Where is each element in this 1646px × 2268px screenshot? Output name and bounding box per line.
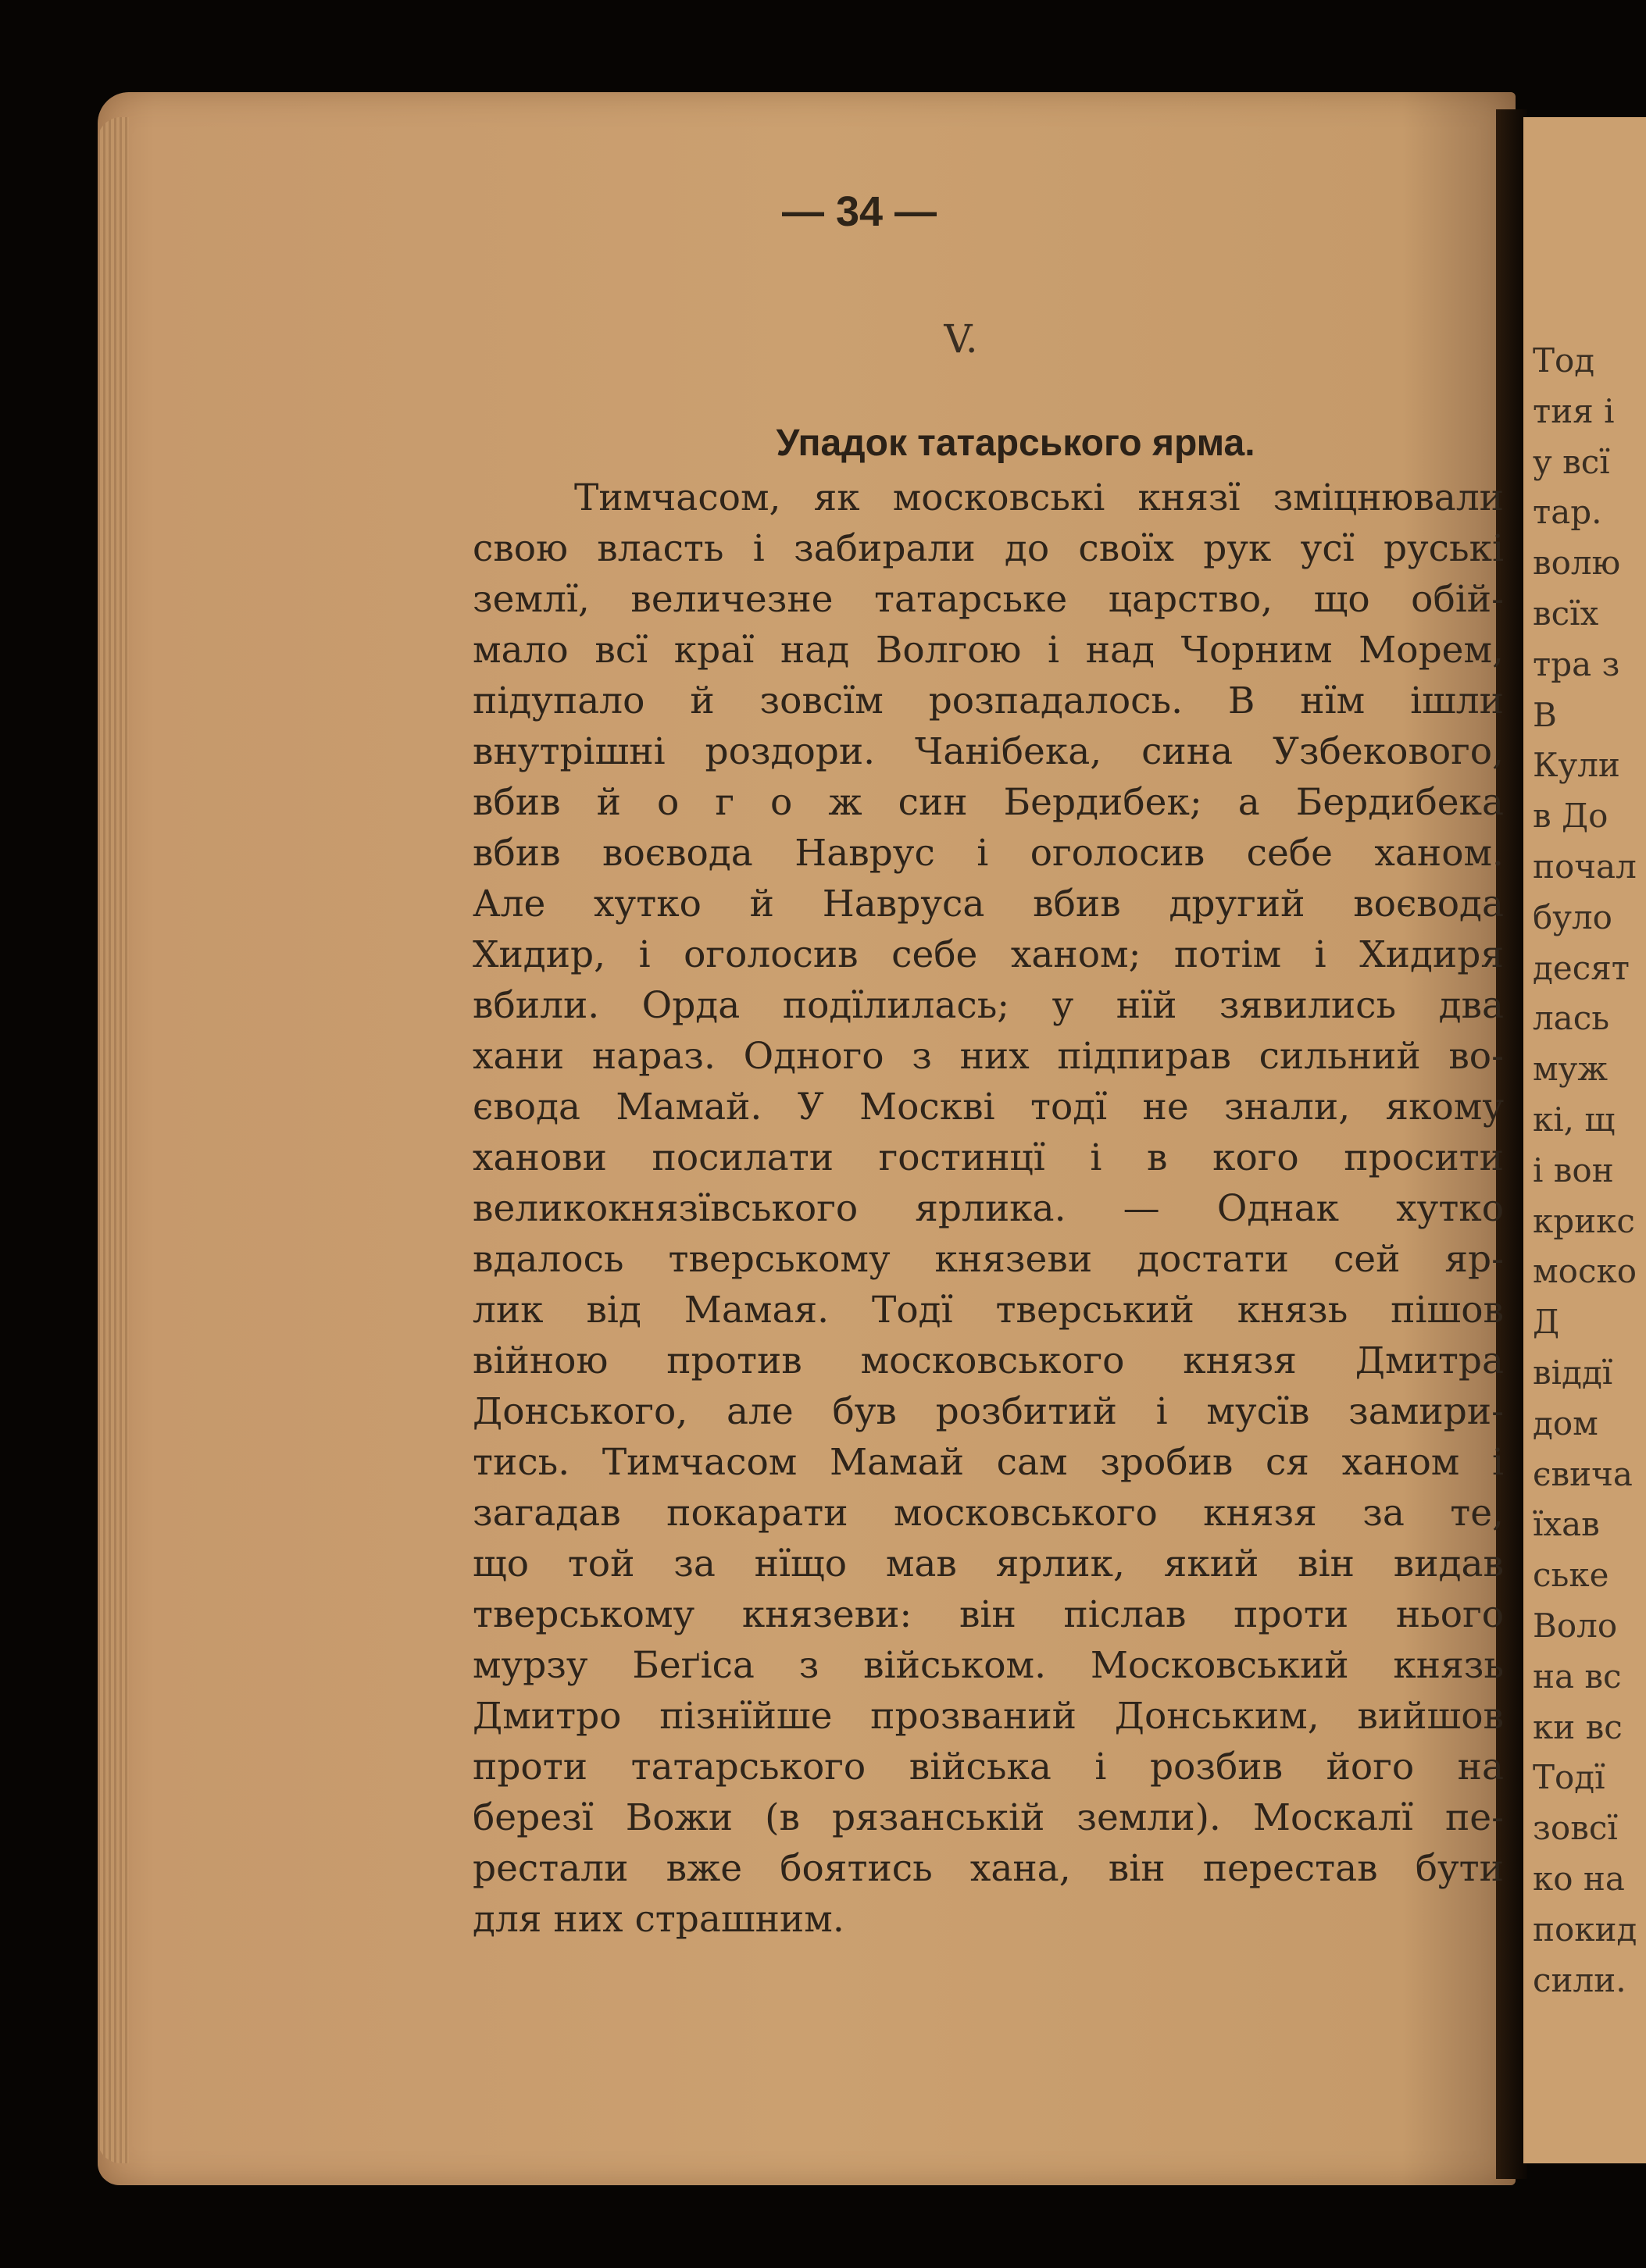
right-text-line: дом	[1533, 1403, 1598, 1442]
right-text-line: Д	[1533, 1303, 1560, 1342]
chapter-title: Упадок татарського ярма.	[776, 423, 1255, 464]
right-text-line: сили.	[1533, 1960, 1626, 1999]
text-line: вбили. Орда подїлилась; у нїй зявились два	[473, 984, 1504, 1027]
right-text-line: почал	[1533, 847, 1637, 886]
right-text-line: тра з	[1533, 644, 1620, 683]
text-line: тись. Тимчасом Мамай сам зробив ся ханом і	[473, 1441, 1504, 1484]
right-text-line: муж	[1533, 1050, 1609, 1089]
text-line: землї, величезне татарське царство, що обій-	[473, 578, 1504, 621]
text-line: великокнязївського ярлика. — Однак хутко	[473, 1187, 1504, 1230]
right-text-line: тия і	[1533, 391, 1615, 430]
right-page-text	[1533, 336, 1646, 2006]
text-line: Донського, але був розбитий і мусїв замири-	[473, 1390, 1504, 1433]
text-line: Дмитро пізнїйше прозваний Донським, вийшов	[473, 1695, 1504, 1738]
right-text-line: їхав	[1533, 1505, 1600, 1544]
right-text-line: ки вс	[1533, 1707, 1623, 1746]
right-text-line: всїх	[1533, 594, 1599, 633]
right-text-line: В	[1533, 695, 1557, 734]
right-text-line: тар.	[1533, 493, 1602, 532]
text-line: березї Вожи (в рязанській земли). Москалї пе-	[473, 1796, 1504, 1839]
right-text-line: лась	[1533, 999, 1610, 1038]
text-line: Тимчасом, як московські князї зміцнювали	[574, 476, 1504, 519]
right-text-line: волю	[1533, 544, 1621, 583]
right-text-line: ко на	[1533, 1859, 1625, 1898]
right-text-line: ське	[1533, 1556, 1609, 1595]
right-text-line: десят	[1533, 948, 1630, 987]
right-text-line: зовсї	[1533, 1809, 1618, 1848]
text-line: Хидир, і оголосив себе ханом; потім і Хидиря	[473, 933, 1504, 976]
right-text-line: на вс	[1533, 1656, 1622, 1696]
right-text-line: моско	[1533, 1252, 1637, 1291]
right-text-line: Тод	[1533, 341, 1595, 380]
text-line: що той за нїщо мав ярлик, який він видав	[473, 1542, 1504, 1585]
text-line: війною против московського князя Дмитра	[473, 1339, 1504, 1382]
text-line: хани нараз. Одного з них підпирав сильний во-	[473, 1035, 1504, 1078]
text-line: підупало й зовсїм розпадалось. В нїм ішли	[473, 679, 1504, 722]
body-text	[473, 472, 1504, 1945]
text-line: тверському князеви: він післав проти нього	[473, 1593, 1504, 1636]
text-line: ханови посилати гостинцї і в кого просити	[473, 1136, 1504, 1179]
page-edge-stack	[98, 117, 129, 2163]
page-number: — 34 —	[781, 188, 937, 235]
text-line: вдалось тверському князеви достати сей яр-	[473, 1238, 1504, 1281]
text-line: вбив воєвода Наврус і оголосив себе ханом.	[473, 832, 1504, 875]
right-text-line: віддї	[1533, 1353, 1613, 1392]
text-line: мурзу Беґіса з військом. Московський князь	[473, 1644, 1504, 1687]
right-text-line: було	[1533, 897, 1612, 936]
chapter-number: V.	[944, 316, 978, 362]
text-line: загадав покарати московського князя за те,	[473, 1492, 1504, 1535]
right-text-line: Тодї	[1533, 1758, 1605, 1797]
text-line: вбив й о г о ж син Бердибек; а Бердибека	[473, 781, 1504, 824]
right-text-line: кі, щ	[1533, 1100, 1616, 1139]
right-text-line: крикс	[1533, 1201, 1635, 1240]
right-text-line: Кули	[1533, 746, 1620, 785]
right-text-line: Воло	[1533, 1606, 1618, 1645]
right-text-line: в Дo	[1533, 797, 1609, 836]
right-text-line: покид	[1533, 1910, 1637, 1949]
text-line: мало всї краї над Волгою і над Чорним Морем,	[473, 629, 1504, 672]
right-text-line: і вон	[1533, 1150, 1614, 1189]
right-text-line: євича	[1533, 1454, 1633, 1493]
text-line: для них страшним.	[473, 1898, 844, 1941]
text-line: рестали вже боятись хана, він перестав бути	[473, 1847, 1504, 1890]
text-line: євода Мамай. У Москві тодї не знали, якому	[473, 1086, 1504, 1129]
text-line: свою власть і забирали до своїх рук усї руські	[473, 527, 1504, 570]
text-line: лик від Мамая. Тодї тверський князь пішов	[473, 1289, 1504, 1332]
right-text-line: у всї	[1533, 442, 1610, 481]
text-line: проти татарського війська і розбив його на	[473, 1746, 1504, 1788]
text-line: Але хутко й Навруса вбив другий воєвода	[473, 883, 1504, 925]
text-line: внутрішні роздори. Чанібека, сина Узбекового,	[473, 730, 1504, 773]
